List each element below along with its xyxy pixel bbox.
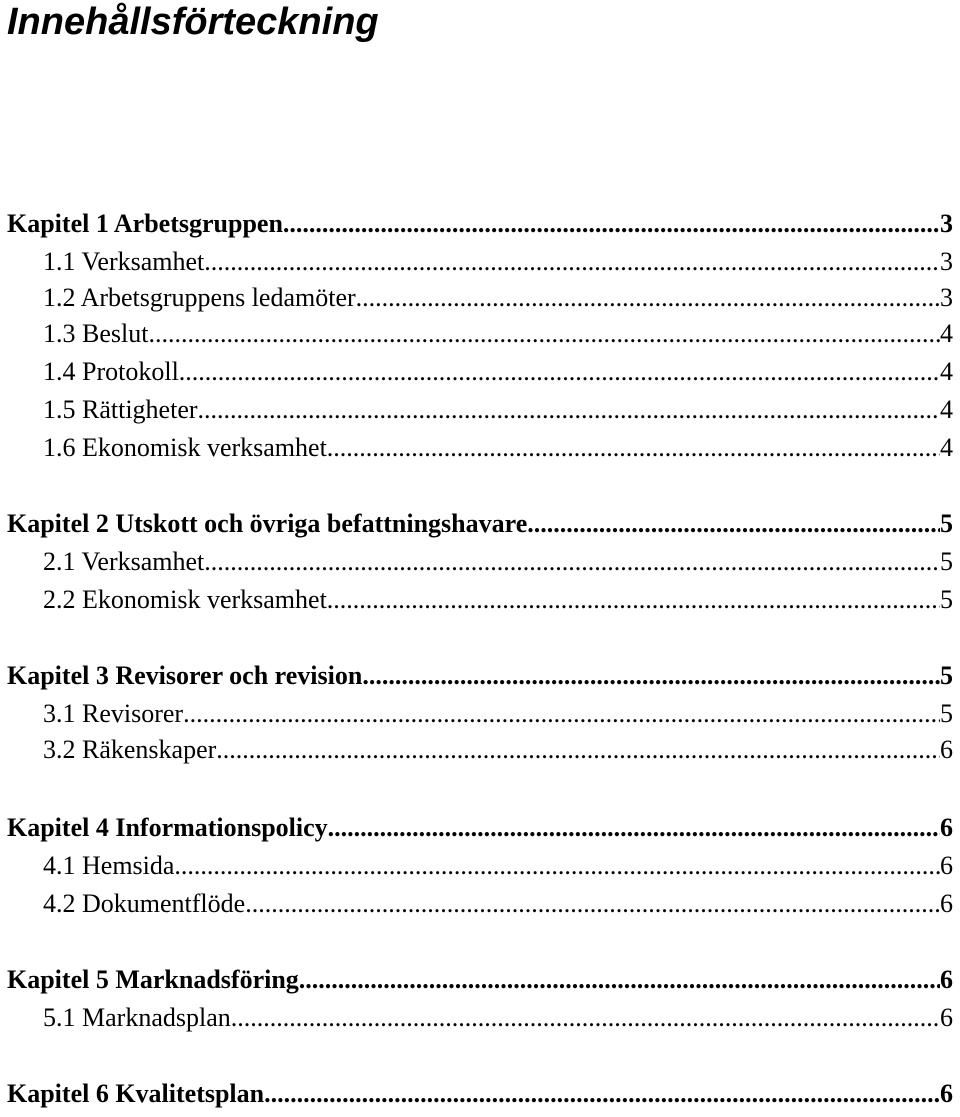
dot-leader: [264, 1078, 940, 1110]
toc-section-1-5[interactable]: [7, 394, 953, 426]
dot-leader: [327, 584, 940, 616]
toc-section-3-2[interactable]: [7, 734, 953, 766]
toc-page-number: 4: [940, 395, 953, 424]
toc-chapter-1[interactable]: [7, 208, 953, 240]
toc-entry-label: 1.2 Arbetsgruppens ledamöter: [43, 283, 356, 312]
toc-page-number: 3: [940, 247, 953, 276]
dot-leader: [204, 246, 940, 278]
toc-entry-label: 3.2 Räkenskaper: [43, 735, 217, 764]
toc-page-number: 6: [940, 735, 953, 764]
toc-page-number: 6: [940, 1003, 953, 1032]
toc-entry-label: Kapitel 1 Arbetsgruppen: [7, 209, 283, 238]
toc-entry-label: 2.2 Ekonomisk verksamhet: [43, 585, 327, 614]
toc-entry-label: Kapitel 2 Utskott och övriga befattningshavare: [7, 509, 528, 538]
dot-leader: [527, 508, 940, 540]
toc-section-4-2[interactable]: [7, 888, 953, 920]
toc-section-1-2[interactable]: [7, 282, 953, 314]
dot-leader: [216, 734, 940, 766]
toc-page-number: 3: [940, 209, 953, 238]
toc-section-2-1[interactable]: [7, 546, 953, 578]
toc-page-number: 6: [940, 813, 953, 842]
toc-chapter-2[interactable]: [7, 508, 953, 540]
toc-page-number: 5: [940, 547, 953, 576]
dot-leader: [198, 394, 940, 426]
toc-entry-label: 4.1 Hemsida: [43, 851, 175, 880]
toc-section-2-2[interactable]: [7, 584, 953, 616]
toc-entry-label: 2.1 Verksamhet: [43, 547, 205, 576]
toc-entry-label: 1.5 Rättigheter: [43, 395, 198, 424]
dot-leader: [356, 282, 940, 314]
toc-section-3-1[interactable]: [7, 698, 953, 730]
toc-chapter-5[interactable]: [7, 964, 953, 996]
toc-section-4-1[interactable]: [7, 850, 953, 882]
toc-chapter-6[interactable]: [7, 1078, 953, 1110]
dot-leader: [174, 850, 940, 882]
toc-entry-label: Kapitel 5 Marknadsföring: [7, 965, 299, 994]
toc-entry-label: Kapitel 3 Revisorer och revision: [7, 661, 363, 690]
toc-page-number: 6: [940, 851, 953, 880]
toc-page-number: 3: [940, 283, 953, 312]
toc-section-1-6[interactable]: [7, 432, 953, 464]
toc-entry-label: Kapitel 4 Informationspolicy: [7, 813, 328, 842]
document-title: Innehållsförteckning: [7, 1, 379, 43]
toc-page-number: 6: [940, 1079, 953, 1108]
toc-page-number: 4: [940, 433, 953, 462]
toc-section-1-4[interactable]: [7, 356, 953, 388]
dot-leader: [183, 698, 940, 730]
toc-entry-label: 5.1 Marknadsplan: [43, 1003, 231, 1032]
dot-leader: [299, 964, 940, 996]
toc-entry-label: 1.3 Beslut: [43, 319, 149, 348]
toc-page-number: 4: [940, 319, 953, 348]
dot-leader: [327, 432, 940, 464]
toc-section-5-1[interactable]: [7, 1002, 953, 1034]
toc-page-number: 6: [940, 965, 953, 994]
dot-leader: [283, 208, 940, 240]
toc-entry-label: 1.4 Protokoll: [43, 357, 179, 386]
toc-page-number: 5: [940, 699, 953, 728]
toc-chapter-4[interactable]: [7, 812, 953, 844]
dot-leader: [148, 318, 940, 350]
dot-leader: [231, 1002, 940, 1034]
dot-leader: [204, 546, 940, 578]
toc-entry-label: 1.6 Ekonomisk verksamhet: [43, 433, 327, 462]
toc-chapter-3[interactable]: [7, 660, 953, 692]
toc-entry-label: Kapitel 6 Kvalitetsplan: [7, 1079, 265, 1108]
dot-leader: [328, 812, 940, 844]
toc-entry-label: 3.1 Revisorer: [43, 699, 184, 728]
toc-page-number: 4: [940, 357, 953, 386]
toc-page-number: 5: [940, 509, 953, 538]
dot-leader: [179, 356, 940, 388]
toc-page-number: 6: [940, 889, 953, 918]
toc-page-number: 5: [940, 661, 953, 690]
toc-section-1-1[interactable]: [7, 246, 953, 278]
toc-page-number: 5: [940, 585, 953, 614]
toc-section-1-3[interactable]: [7, 318, 953, 350]
toc-entry-label: 4.2 Dokumentflöde: [43, 889, 246, 918]
dot-leader: [245, 888, 940, 920]
dot-leader: [362, 660, 940, 692]
toc-entry-label: 1.1 Verksamhet: [43, 247, 205, 276]
